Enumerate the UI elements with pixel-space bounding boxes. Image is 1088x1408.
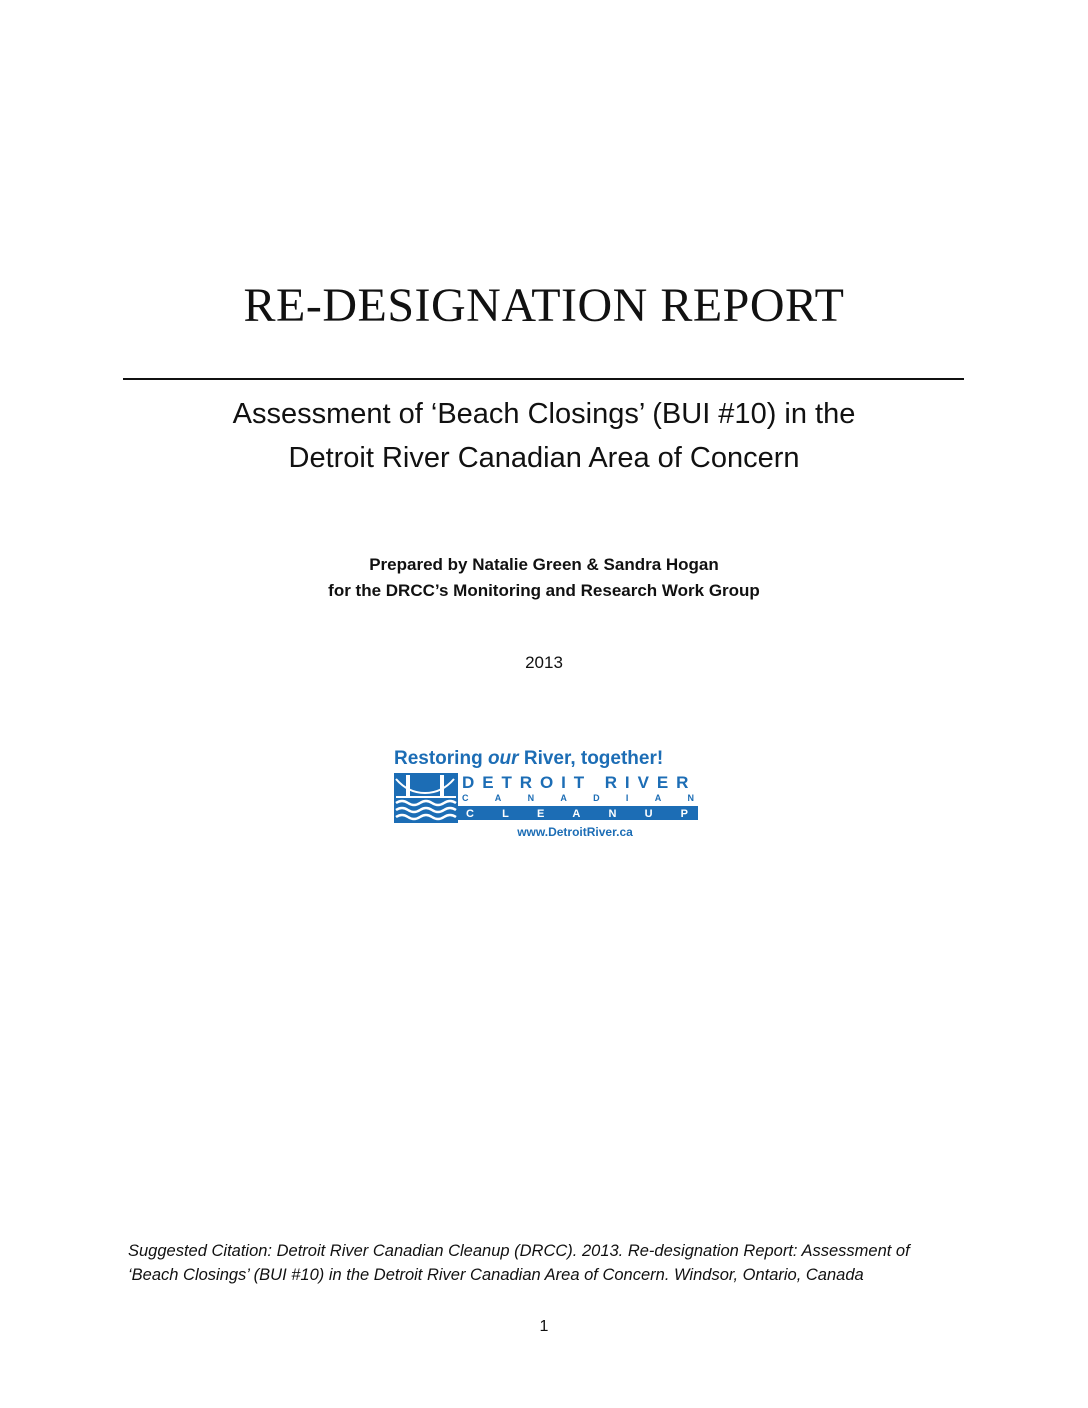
prepared-by-line: Prepared by Natalie Green & Sandra Hogan — [369, 555, 719, 574]
citation-line-2: ‘Beach Closings’ (BUI #10) in the Detroit River Canadian Area of Concern. Windsor, Ontario, Canada — [128, 1266, 864, 1284]
drcc-logo — [390, 743, 700, 843]
report-year: 2013 — [525, 653, 563, 672]
logo-name-line-1: DETROIT RIVER — [462, 773, 694, 792]
logo-tagline: Restoring our River, together! — [394, 748, 664, 769]
report-subtitle — [0, 392, 1088, 480]
page-number: 1 — [539, 1318, 549, 1335]
citation-line-1: Suggested Citation: Detroit River Canadian Cleanup (DRCC). 2013. Re-designation Report: Assessment of — [128, 1242, 910, 1260]
report-title: RE-DESIGNATION REPORT — [243, 279, 845, 332]
title-divider — [123, 378, 964, 380]
prepared-for-line: for the DRCC’s Monitoring and Research Work Group — [328, 581, 760, 600]
logo-name-line-3: CLEANUP — [466, 808, 688, 820]
suggested-citation — [128, 1239, 968, 1287]
logo-name-line-2: CANADIAN — [462, 793, 694, 803]
bridge-over-waves-icon — [394, 773, 458, 823]
logo-website: www.DetroitRiver.ca — [517, 825, 633, 839]
prepared-by-block — [0, 552, 1088, 604]
subtitle-line-2: Detroit River Canadian Area of Concern — [288, 442, 800, 474]
subtitle-line-1: Assessment of ‘Beach Closings’ (BUI #10) in the — [232, 398, 856, 430]
